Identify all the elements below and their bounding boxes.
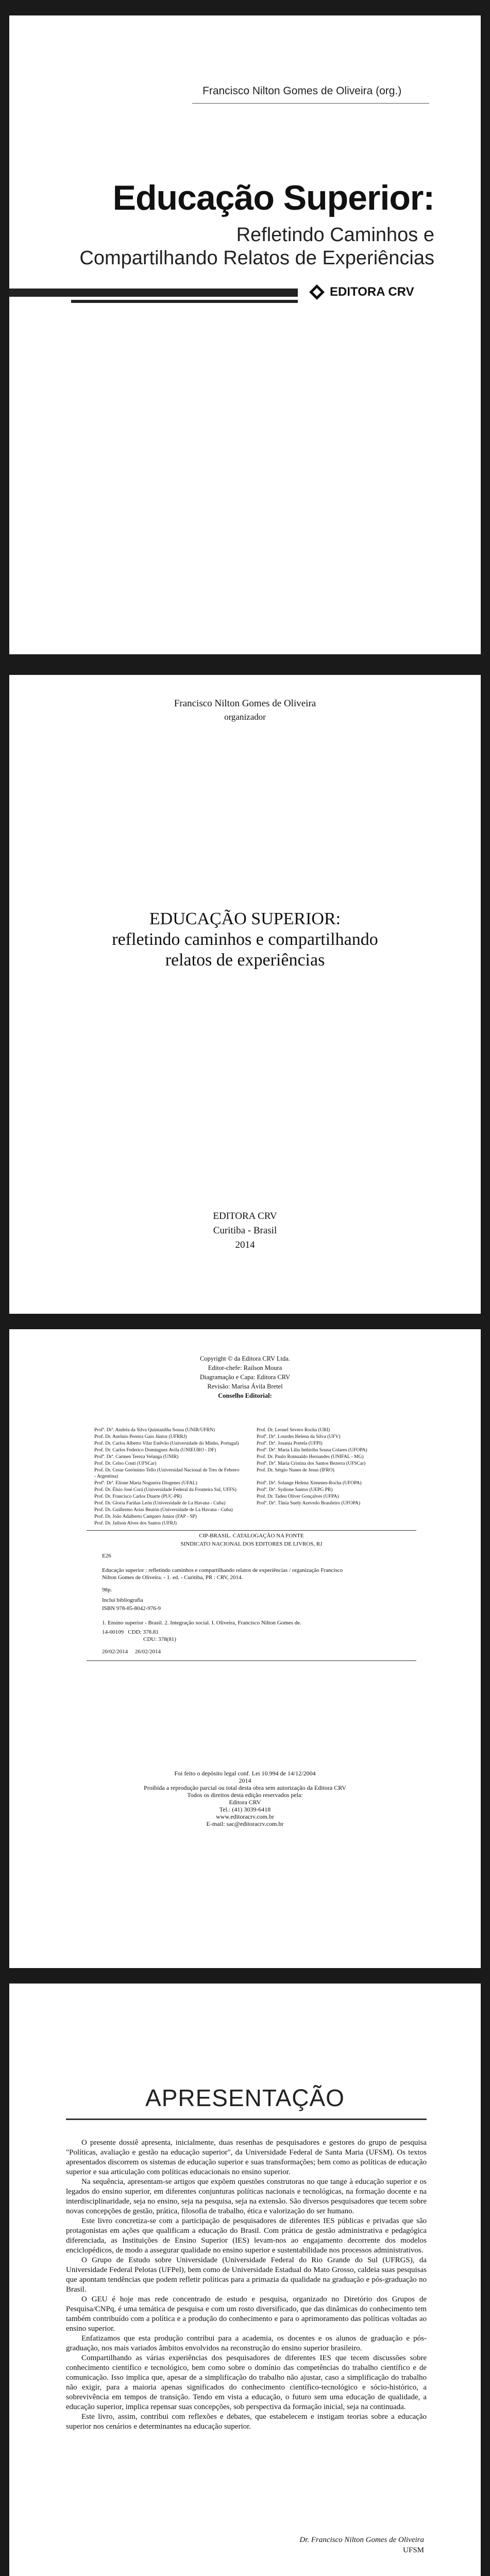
board-member	[257, 1514, 403, 1520]
board-member: Prof. Dr. Sérgio Nunes de Jesus (IFRO)	[257, 1468, 334, 1473]
apresentacao-paragraph: Enfatizamos que esta produção contribui para a academia, os docentes e os alunos de graduação e pós-graduação, nos mais variados âmbitos envolvidos na reconstrução do ensino superior brasileiro.	[66, 2334, 427, 2352]
conselho-heading: Conselho Editorial:	[218, 1392, 272, 1399]
board-member	[257, 1507, 403, 1513]
cip-subjects: 1. Ensino superior - Brasil. 2. Integração social. I. Oliveira, Francisco Nilton Gomes de.	[102, 1620, 301, 1626]
cip-date1: 20/02/2014	[102, 1649, 128, 1655]
board-member: Profª. Drª. Elione Maria Nogueira Diogenes (UFAL)	[94, 1481, 197, 1486]
credits-year: 2014	[239, 1777, 251, 1784]
cip-dates	[102, 1648, 416, 1655]
board-member: Prof. Dr. Cesar Gerónimo Tello (Universidad Nacional de Tres de Febrero - Argentina)	[94, 1468, 240, 1479]
board-member: Prof. Dr. Tadeu Oliver Gonçalves (UFPA)	[257, 1494, 339, 1499]
board-member: Prof. Dr. Leonel Severo Rocha (URI)	[257, 1428, 330, 1433]
rights-line: Proibida a reprodução parcial ou total desta obra sem autorização da Editora CRV	[144, 1784, 346, 1791]
rights-line2: Todos os direitos desta edição reservados pela:	[187, 1791, 303, 1799]
editorial-board	[94, 1427, 403, 1527]
publisher-tel: Tel.: (41) 3039-6418	[219, 1806, 271, 1813]
board-member: Profª. Drª. Carmen Tereza Velanga (UNIR)	[94, 1454, 179, 1460]
board-member: Profª. Drª. Solange Helena Ximenes-Rocha (UFOPA)	[257, 1481, 362, 1486]
title-publisher: EDITORA CRV	[213, 1211, 277, 1222]
signature-org: UFSM	[403, 2546, 424, 2554]
diagramacao-line: Diagramação e Capa: Editora CRV	[199, 1374, 291, 1381]
board-member: Profª. Drª. Sydione Santos (UEPG PR)	[257, 1487, 333, 1493]
editor-chefe-line: Editor-chefe: Railson Moura	[208, 1364, 282, 1371]
cip-cdu: CDU: 378(81)	[143, 1636, 176, 1642]
board-member: Profª. Drª. Josania Portela (UFPI)	[257, 1441, 323, 1446]
apresentacao-body	[66, 2138, 427, 2432]
board-member: Prof. Dr. Paulo Romualdo Hernandes (UNIFAL - MG)	[257, 1454, 364, 1460]
board-member: Prof. Dr. Antônio Pereira Gaio Júnior (UFRRJ)	[94, 1434, 187, 1439]
copyright-line: Copyright © da Editora CRV Ltda.	[200, 1355, 290, 1362]
cip-code: E26	[102, 1553, 111, 1559]
apresentacao-rule	[66, 2119, 427, 2120]
apresentacao-paragraph: O Grupo de Estudo sobre Universidade (Universidade Federal do Rio Grande do Sul (UFRGS), da Universidade Federal Pelotas (UFPel), bem como de Universidade Estadual do Mato Grosso, caldeia suas pesquisas que apontam tendências que podem refletir políticas para a primazia da qualidade na graduação e pós-graduação no Brasil.	[66, 2256, 427, 2294]
board-member: Profª. Drª. Andréa da Silva Quintanilha Sousa (UNIR/UFRN)	[94, 1428, 215, 1433]
cip-number	[102, 1629, 416, 1636]
cover-subtitle-line1: Refletindo Caminhos e	[236, 224, 434, 246]
publisher-logo-text: EDITORA CRV	[330, 285, 414, 299]
board-member: Prof. Dr. Élsio José Corá (Universidade Federal da Fronteira Sul, UFFS)	[94, 1487, 236, 1493]
title-year: 2014	[235, 1240, 255, 1250]
cover-rule	[192, 103, 429, 104]
legal-deposit: Foi feito o depósito legal conf. Lei 10.994 de 14/12/2004	[174, 1770, 316, 1777]
cover-subtitle-line2: Compartilhando Relatos de Experiências	[79, 247, 434, 269]
crv-logo-icon	[308, 283, 326, 301]
title-page	[9, 675, 481, 1314]
publisher-logo	[308, 283, 414, 301]
board-member: Profª. Drª. Maria Lília Imbiriba Sousa Colares (UFOPA)	[257, 1448, 367, 1453]
title-role: organizador	[224, 712, 266, 722]
publisher-name: Editora CRV	[229, 1799, 261, 1806]
board-member: Prof. Dr. Francisco Carlos Duarte (PUC-PR)	[94, 1494, 182, 1499]
apresentacao-paragraph: Na sequência, apresentam-se artigos que expõem questões construtoras no que tange à educação superior e os legados do ensino superior, em diferentes conjunturas políticas nacionais e tecnológicas, na formação docente e na interdisciplinaridade, seja no ensino, seja na pesquisa, seja na extensão. São diversos pesquisadores que tecem sobre novas concepções de gestão, prática, filosofia de trabalho, ética e valorização do ser humano.	[66, 2178, 427, 2215]
board-member: Prof. Dr. Guillermo Arias Beatón (Universidade de La Havana - Cuba)	[94, 1507, 233, 1513]
apresentacao-paragraph: Este livro concretiza-se com a participação de pesquisadores de diferentes IES públicas e privadas que são protagonistas em ações que qualificam a educação do Brasil. Com prática de gestão administrativa e pedagógica diferenciada, as Instituições de Ensino Superior (IES) levam-nos ao engajamento decorrente dos modelos enciclopédicos, de modo a assegurar qualidade no ensino superior e sustentabilidade nos processos administrativos.	[66, 2217, 427, 2255]
cip-body: Educação superior : refletindo caminhos e compartilhando relatos de experiências / organização Francisco Nilton Gomes de Oliveira. - 1. ed. - Curitiba, PR : CRV, 2014.	[102, 1567, 343, 1581]
board-member: Prof. Dr. João Adalberto Campato Junior (FAP - SP)	[94, 1514, 197, 1519]
cip-header1: CIP-BRASIL. CATALOGAÇÃO NA FONTE	[199, 1533, 304, 1539]
apresentacao-page	[9, 1984, 481, 2576]
cip-biblio: Inclui bibliografia	[102, 1597, 143, 1603]
board-member	[257, 1520, 403, 1527]
cip-date2: 26/02/2014	[134, 1649, 161, 1655]
title-line2: refletindo caminhos e compartilhando	[112, 930, 378, 949]
publisher-site[interactable]: www.editoracrv.com.br	[216, 1813, 274, 1820]
board-member: Prof. Dr. Carlos Federico Dominguez Avila (UNIEURO - DF)	[94, 1448, 216, 1453]
apresentacao-paragraph: Este livro, assim, contribui com reflexões e debates, que estabelecem e instigam teorias sobre a educação superior nos cenários e determinantes na educação superior.	[66, 2413, 427, 2431]
publisher-email[interactable]: E-mail: sac@editoracrv.com.br	[206, 1820, 284, 1827]
apresentacao-paragraph: O presente dossiê apresenta, inicialmente, duas resenhas de pesquisadores e gestores do grupo de pesquisa "Políticas, avaliação e gestão na educação superior", da Universidade Federal de Santa Maria (UFSM). Os textos apresentados discorrem os sistemas de educação superior e suas transformações; bem como as políticas de educação superior e sua articulação com políticas educacionais no ensino superior.	[66, 2139, 427, 2176]
revisao-line: Revisão: Marisa Ávila Bretel	[207, 1383, 283, 1390]
cover-bar	[9, 289, 298, 297]
cover-page	[9, 15, 481, 654]
title-author: Francisco Nilton Gomes de Oliveira	[174, 698, 316, 709]
cip-number-value: 14-00109	[102, 1629, 124, 1635]
board-member: Prof. Dr. Carlos Alberto Vilar Estêvão (Universidade do Minho, Portugal)	[94, 1441, 239, 1446]
title-city: Curitiba - Brasil	[213, 1225, 277, 1236]
credits-page	[9, 1329, 481, 1968]
apresentacao-paragraph: O GEU é hoje mas rede concentrado de estudo e pesquisa, organizado no Diretório dos Grupos de Pesquisa/CNPq, é uma temática de pesquisa e com um rosto diversificado, que das dinâmicas do conhecimento tem também contribuído com a política e a produção do conhecimento e para o aprimoramento das políticas voltadas ao ensino superior.	[66, 2295, 427, 2333]
title-line1: EDUCAÇÃO SUPERIOR:	[149, 909, 341, 928]
board-member: Profª. Drª. Tânia Suely Azevedo Brasileiro (UFOPA)	[257, 1501, 361, 1506]
board-member: Prof. Dr. Gloria Fariñas León (Universidade de La Havana - Cuba)	[94, 1501, 226, 1506]
cover-title: Educação Superior:	[112, 178, 434, 217]
signature-name: Dr. Francisco Nilton Gomes de Oliveira	[299, 2536, 424, 2544]
board-member: Profª. Drª. Lourdes Helena da Silva (UFV)	[257, 1434, 341, 1439]
board-member: Prof. Dr. Celso Conti (UFSCar)	[94, 1461, 157, 1466]
cover-editor: Francisco Nilton Gomes de Oliveira (org.)	[202, 85, 402, 97]
cip-isbn: ISBN 978-85-8042-976-9	[102, 1605, 161, 1612]
cip-header2: SINDICATO NACIONAL DOS EDITORES DE LIVROS, RJ	[180, 1541, 323, 1547]
apresentacao-signature	[299, 2535, 424, 2555]
apresentacao-paragraph: Compartilhando as várias experiências dos pesquisadores de diferentes IES que tecem discussões sobre conhecimento científico e tecnológico, bem como sobre o domínio das competências do trabalho científico e de comunicação. Isso implica que, apesar de a simplificação do trabalho não ajustar, caso a simplificação do trabalho não exigir, para a maioria apenas significados do conhecimento científico-tecnológico e sócio-histórico, a sobrevivência em tempos de transição. Tendo em vista a educação, o futuro sem uma educação de qualidade, a educação superior, implica repensar suas concepções, sob perspectiva da formação inicial, seja na continuada.	[66, 2354, 427, 2411]
cip-cdd: CDD: 378.81	[128, 1629, 159, 1635]
cip-pages: 98p.	[102, 1587, 112, 1593]
title-line3: relatos de experiências	[165, 951, 325, 970]
cip-block	[87, 1530, 416, 1661]
credits-footer	[9, 1770, 481, 1827]
board-member: Prof. Dr. Jailson Alves dos Santos (UFRJ)	[94, 1521, 177, 1526]
cover-bar-secondary	[71, 300, 298, 303]
board-member: Profª. Drª. Maria Cristina dos Santos Bezerra (UFSCar)	[257, 1461, 366, 1466]
apresentacao-heading: APRESENTAÇÃO	[145, 2084, 345, 2111]
